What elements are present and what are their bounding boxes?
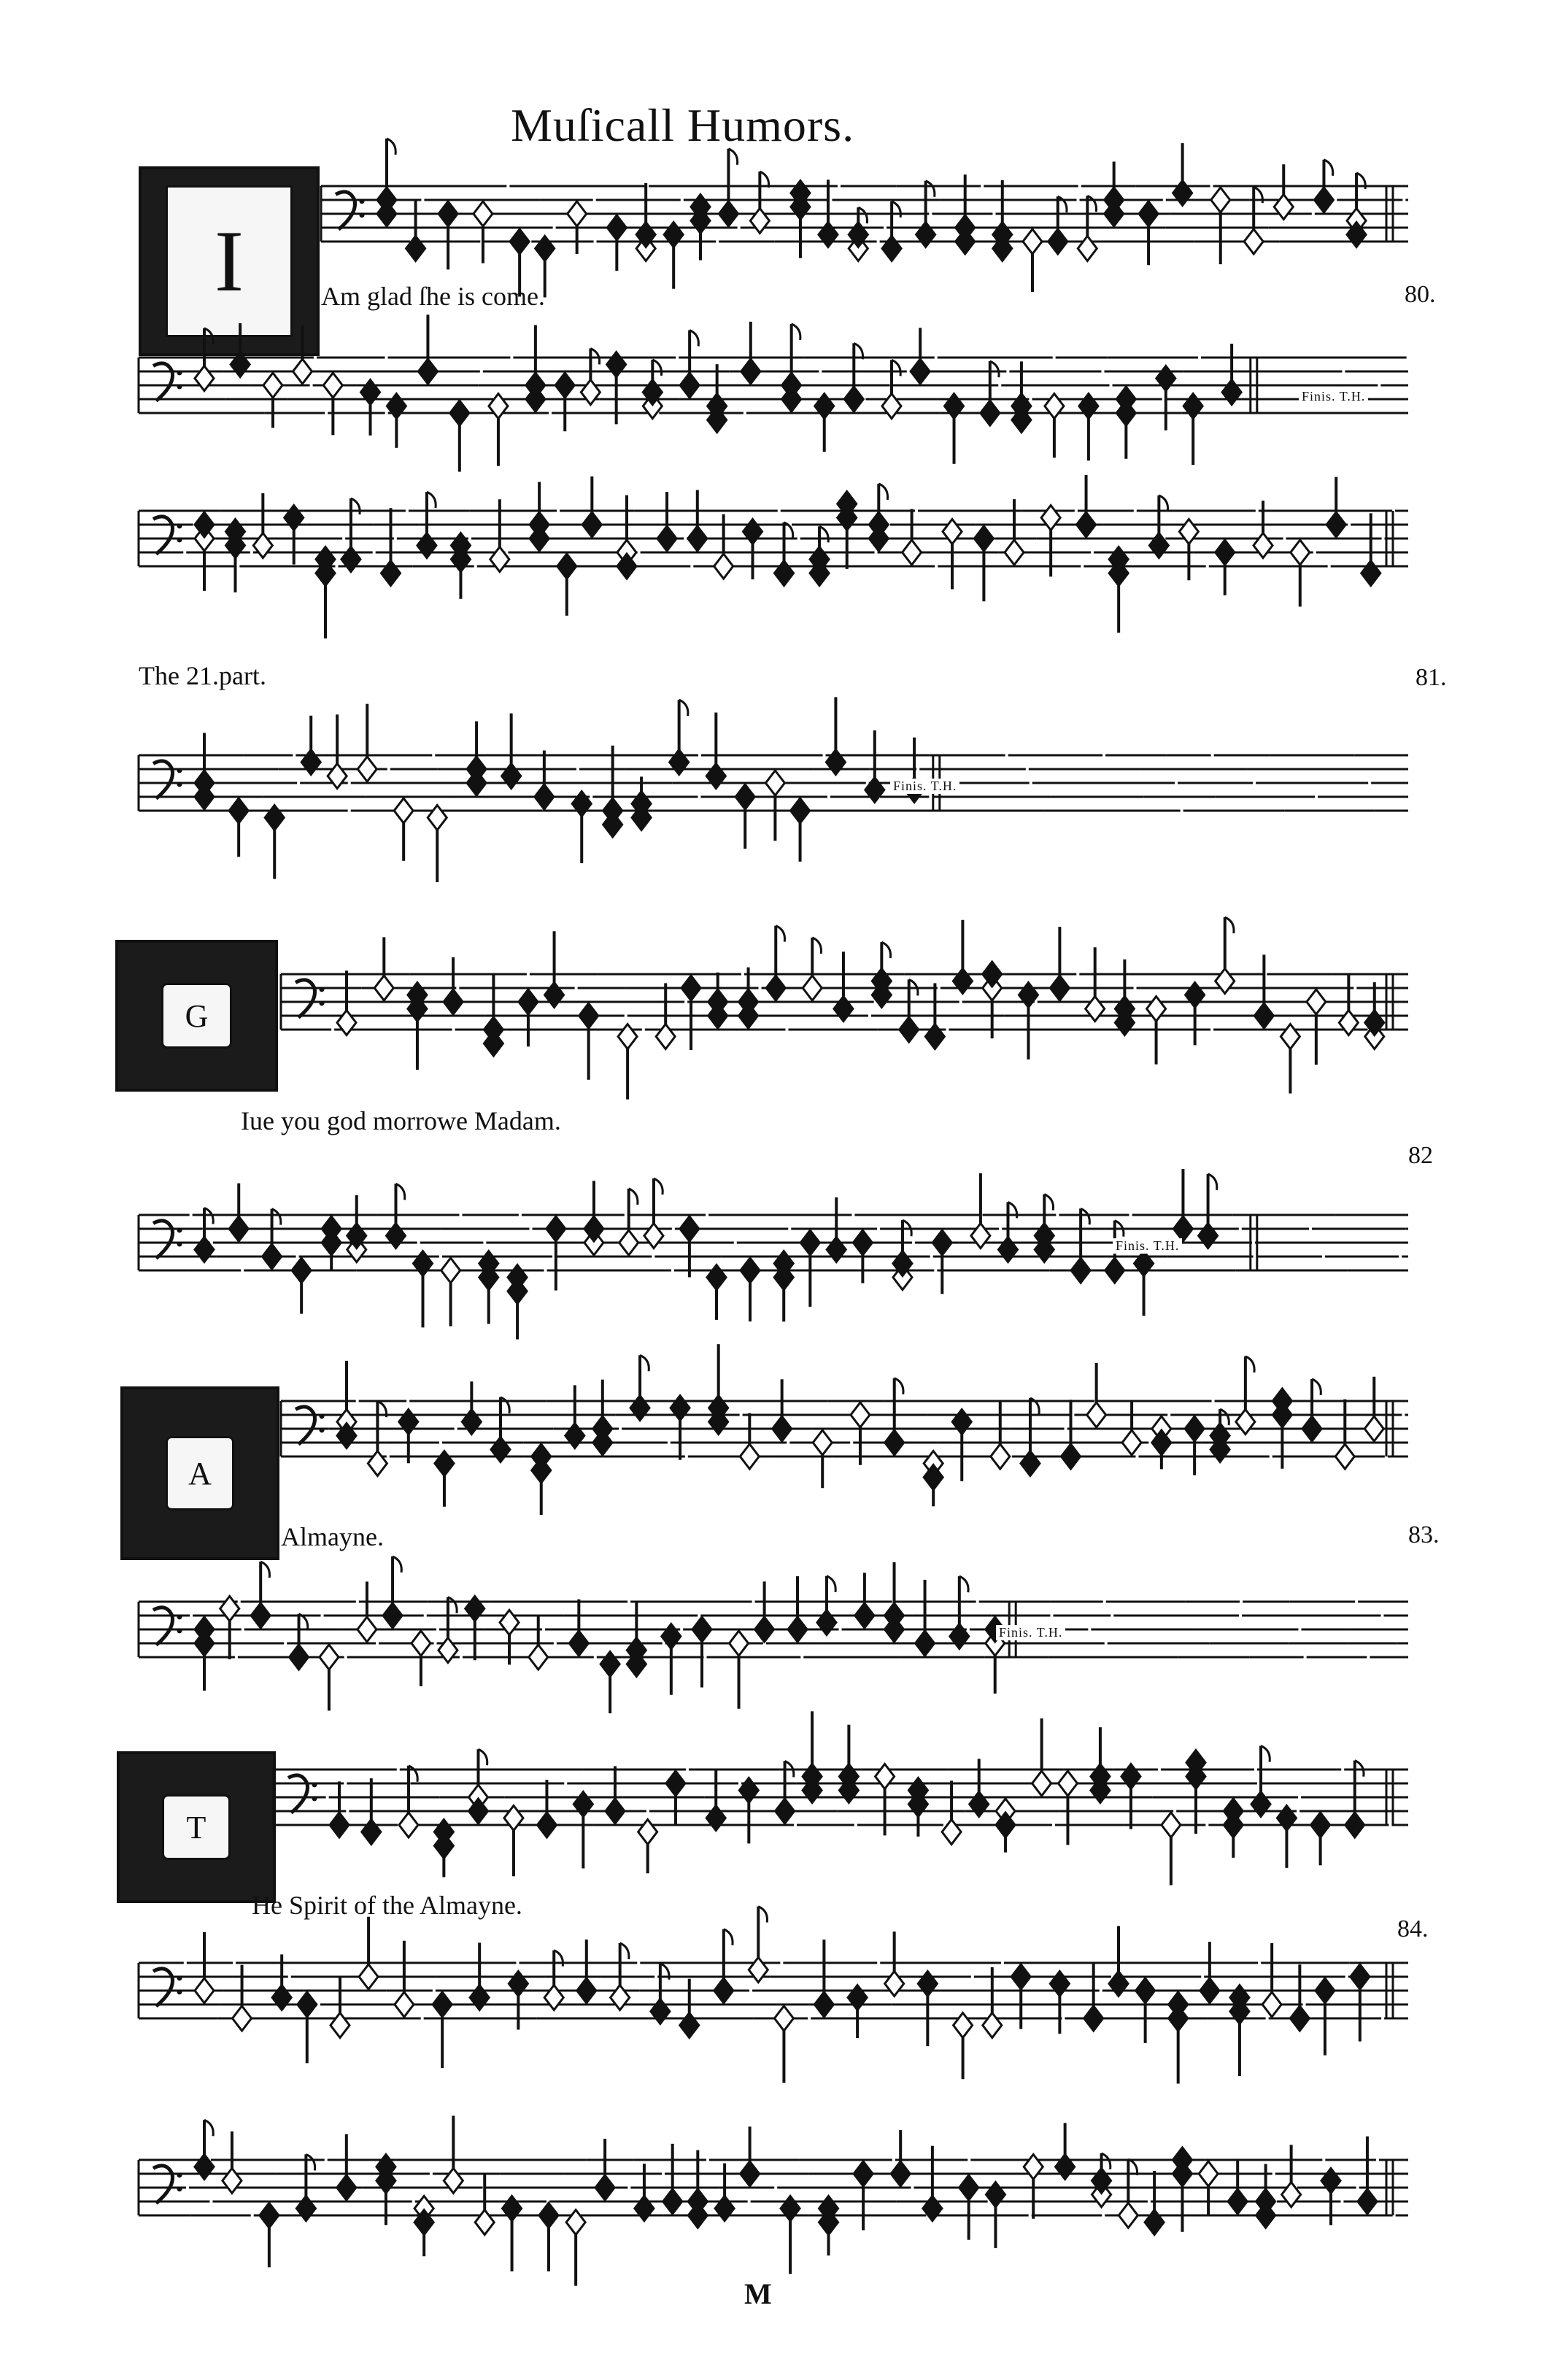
initial-letter: A [166, 1436, 234, 1511]
piece-title: He Spirit of the Almayne. [252, 1891, 522, 1920]
finis-mark: Finis. T.H. [1113, 1238, 1182, 1254]
piece-number: 84. [1397, 1915, 1429, 1942]
initial-letter: T [162, 1794, 231, 1860]
piece-title: Am glad ſhe is come. [321, 282, 545, 311]
signature-mark: M [744, 2277, 772, 2310]
piece-number: 83. [1408, 1521, 1440, 1548]
piece-number: 80. [1405, 281, 1436, 308]
finis-mark: Finis. T.H. [890, 779, 959, 794]
piece-title: The 21.part. [139, 661, 266, 690]
piece-number: 82 [1408, 1142, 1433, 1169]
initial-letter: G [161, 983, 231, 1049]
finis-mark: Finis. T.H. [996, 1625, 1065, 1640]
initial-letter: I [166, 185, 293, 337]
page-title: Muſicall Humors. [511, 99, 855, 151]
piece-number: 81. [1416, 664, 1447, 691]
piece-title: Almayne. [281, 1522, 384, 1551]
piece-title: Iue you god morrowe Madam. [241, 1106, 561, 1135]
finis-mark: Finis. T.H. [1299, 389, 1368, 404]
